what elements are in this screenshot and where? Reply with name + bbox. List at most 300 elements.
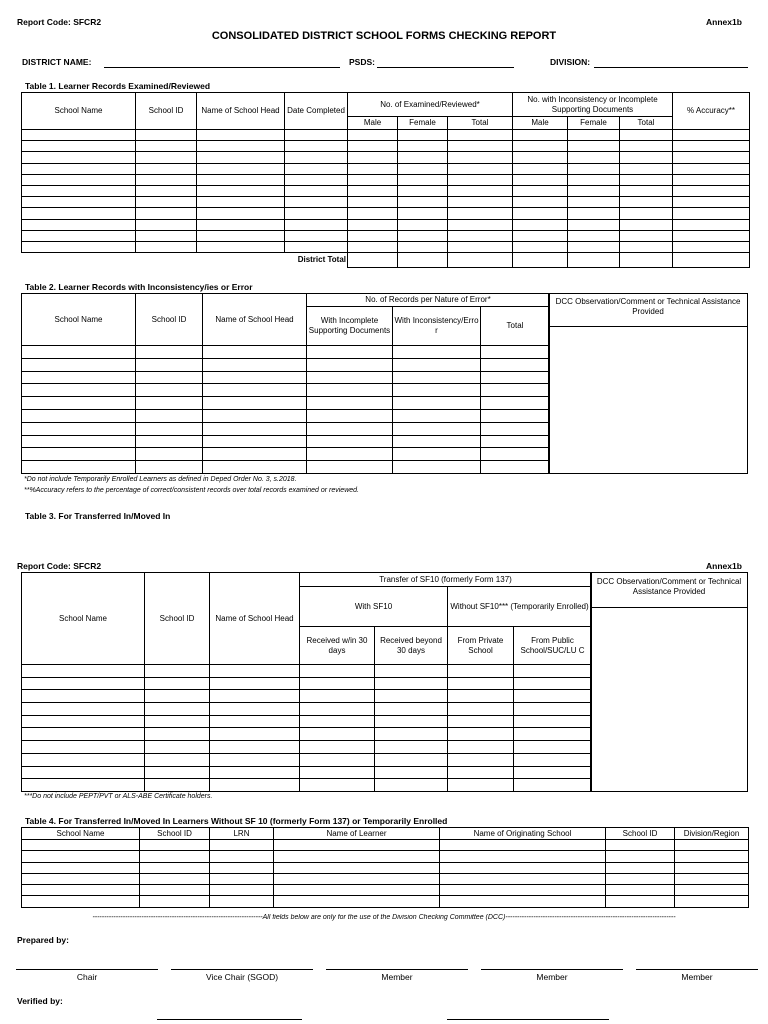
table-cell[interactable] (393, 409, 481, 422)
table-cell[interactable] (514, 741, 592, 754)
division-field[interactable] (594, 67, 748, 68)
table-cell[interactable] (22, 448, 136, 461)
table-cell[interactable] (348, 219, 398, 230)
table-cell[interactable] (210, 896, 274, 907)
table-cell[interactable] (448, 741, 514, 754)
table-cell[interactable] (440, 896, 606, 907)
table-cell[interactable] (348, 174, 398, 185)
table-cell[interactable] (440, 873, 606, 884)
table-cell[interactable] (307, 384, 393, 397)
table-cell[interactable] (568, 241, 620, 252)
table-cell[interactable] (285, 208, 348, 219)
table-cell[interactable] (448, 241, 513, 252)
table-cell[interactable] (210, 862, 274, 873)
table-cell[interactable] (375, 677, 448, 690)
table-cell[interactable] (513, 174, 568, 185)
table-cell[interactable] (620, 163, 673, 174)
table-cell[interactable] (375, 741, 448, 754)
table-cell[interactable] (22, 141, 136, 152)
table-cell[interactable] (393, 448, 481, 461)
table-cell[interactable] (673, 208, 750, 219)
table-cell[interactable] (481, 384, 550, 397)
table-cell[interactable] (375, 766, 448, 779)
table-cell[interactable] (393, 461, 481, 474)
dcc-observation-box[interactable] (590, 572, 748, 792)
table-cell[interactable] (22, 197, 136, 208)
table-cell[interactable] (375, 728, 448, 741)
table-cell[interactable] (203, 409, 307, 422)
table-cell[interactable] (145, 766, 210, 779)
table-cell[interactable] (22, 219, 136, 230)
table-cell[interactable] (673, 219, 750, 230)
table-cell[interactable] (140, 862, 210, 873)
table-cell[interactable] (285, 241, 348, 252)
table-cell[interactable] (22, 728, 145, 741)
table-cell[interactable] (448, 677, 514, 690)
table-cell[interactable] (285, 152, 348, 163)
table-cell[interactable] (568, 197, 620, 208)
table-cell[interactable] (440, 862, 606, 873)
table-cell[interactable] (673, 163, 750, 174)
table-cell[interactable] (448, 130, 513, 141)
table-cell[interactable] (393, 422, 481, 435)
table-cell[interactable] (307, 448, 393, 461)
table-cell[interactable] (514, 779, 592, 792)
table-cell[interactable] (285, 185, 348, 196)
table-cell[interactable] (675, 840, 749, 851)
table-cell[interactable] (348, 163, 398, 174)
table-cell[interactable] (136, 163, 197, 174)
table-cell[interactable] (398, 141, 448, 152)
table-cell[interactable] (210, 753, 300, 766)
table-cell[interactable] (348, 253, 398, 268)
table-cell[interactable] (568, 230, 620, 241)
table-cell[interactable] (22, 862, 140, 873)
table-cell[interactable] (136, 174, 197, 185)
table-cell[interactable] (448, 253, 513, 268)
table-cell[interactable] (203, 371, 307, 384)
table-cell[interactable] (300, 779, 375, 792)
table-cell[interactable] (22, 422, 136, 435)
table-cell[interactable] (285, 141, 348, 152)
table-cell[interactable] (274, 851, 440, 862)
table-cell[interactable] (285, 130, 348, 141)
table-cell[interactable] (568, 130, 620, 141)
table-cell[interactable] (22, 371, 136, 384)
table-cell[interactable] (375, 703, 448, 716)
table-cell[interactable] (210, 851, 274, 862)
table-cell[interactable] (514, 728, 592, 741)
table-cell[interactable] (22, 130, 136, 141)
table-cell[interactable] (145, 753, 210, 766)
table-cell[interactable] (606, 862, 675, 873)
table-cell[interactable] (513, 230, 568, 241)
table-cell[interactable] (300, 715, 375, 728)
table-cell[interactable] (398, 185, 448, 196)
table-cell[interactable] (568, 185, 620, 196)
table-cell[interactable] (514, 766, 592, 779)
table-cell[interactable] (22, 358, 136, 371)
table-cell[interactable] (210, 715, 300, 728)
table-cell[interactable] (513, 163, 568, 174)
table-cell[interactable] (398, 241, 448, 252)
table-cell[interactable] (514, 677, 592, 690)
table-cell[interactable] (210, 741, 300, 754)
table-cell[interactable] (348, 197, 398, 208)
table-cell[interactable] (675, 862, 749, 873)
table-cell[interactable] (210, 766, 300, 779)
table-cell[interactable] (348, 208, 398, 219)
table-cell[interactable] (136, 384, 203, 397)
psds-field[interactable] (377, 67, 514, 68)
table-cell[interactable] (197, 230, 285, 241)
table-cell[interactable] (197, 219, 285, 230)
table-cell[interactable] (448, 230, 513, 241)
table-cell[interactable] (513, 219, 568, 230)
table-cell[interactable] (375, 665, 448, 678)
table-cell[interactable] (22, 435, 136, 448)
table-cell[interactable] (210, 873, 274, 884)
table-cell[interactable] (673, 141, 750, 152)
table-cell[interactable] (448, 174, 513, 185)
table-cell[interactable] (197, 185, 285, 196)
table-cell[interactable] (481, 397, 550, 410)
table-cell[interactable] (145, 665, 210, 678)
table-cell[interactable] (140, 851, 210, 862)
table-cell[interactable] (22, 741, 145, 754)
table-cell[interactable] (514, 690, 592, 703)
table-cell[interactable] (22, 665, 145, 678)
table-cell[interactable] (448, 728, 514, 741)
table-cell[interactable] (481, 448, 550, 461)
table-cell[interactable] (197, 152, 285, 163)
table-cell[interactable] (481, 346, 550, 359)
table-cell[interactable] (307, 397, 393, 410)
table-cell[interactable] (393, 397, 481, 410)
table-cell[interactable] (22, 241, 136, 252)
table-cell[interactable] (348, 152, 398, 163)
table-cell[interactable] (307, 346, 393, 359)
table-cell[interactable] (568, 152, 620, 163)
table-cell[interactable] (675, 873, 749, 884)
table-cell[interactable] (514, 715, 592, 728)
table-cell[interactable] (274, 885, 440, 896)
table-cell[interactable] (22, 230, 136, 241)
table-cell[interactable] (203, 384, 307, 397)
table-cell[interactable] (513, 253, 568, 268)
table-cell[interactable] (398, 152, 448, 163)
member-signature-line[interactable] (481, 969, 623, 970)
table-cell[interactable] (448, 141, 513, 152)
verifier-signature-line[interactable] (157, 1019, 302, 1020)
table-cell[interactable] (513, 241, 568, 252)
table-cell[interactable] (481, 422, 550, 435)
member-signature-line[interactable] (636, 969, 758, 970)
table-cell[interactable] (375, 779, 448, 792)
table-cell[interactable] (22, 779, 145, 792)
table-cell[interactable] (145, 715, 210, 728)
table-cell[interactable] (568, 174, 620, 185)
table-cell[interactable] (145, 779, 210, 792)
table-cell[interactable] (22, 208, 136, 219)
chair-signature-line[interactable] (16, 969, 158, 970)
table-cell[interactable] (22, 690, 145, 703)
table-cell[interactable] (285, 219, 348, 230)
table-cell[interactable] (300, 677, 375, 690)
table-cell[interactable] (140, 896, 210, 907)
table-cell[interactable] (568, 253, 620, 268)
table-cell[interactable] (136, 219, 197, 230)
table-cell[interactable] (22, 152, 136, 163)
table-cell[interactable] (307, 461, 393, 474)
table-cell[interactable] (210, 840, 274, 851)
table-cell[interactable] (448, 163, 513, 174)
table-cell[interactable] (568, 163, 620, 174)
table-cell[interactable] (448, 152, 513, 163)
table-cell[interactable] (513, 152, 568, 163)
table-cell[interactable] (398, 163, 448, 174)
table-cell[interactable] (136, 358, 203, 371)
table-cell[interactable] (22, 840, 140, 851)
table-cell[interactable] (197, 174, 285, 185)
table-cell[interactable] (22, 397, 136, 410)
table-cell[interactable] (448, 715, 514, 728)
table-cell[interactable] (398, 253, 448, 268)
table-cell[interactable] (675, 851, 749, 862)
table-cell[interactable] (393, 346, 481, 359)
table-cell[interactable] (606, 896, 675, 907)
table-cell[interactable] (300, 703, 375, 716)
table-cell[interactable] (568, 208, 620, 219)
table-cell[interactable] (448, 779, 514, 792)
table-cell[interactable] (673, 130, 750, 141)
table-cell[interactable] (274, 873, 440, 884)
table-cell[interactable] (673, 185, 750, 196)
table-cell[interactable] (620, 197, 673, 208)
table-cell[interactable] (203, 346, 307, 359)
table-cell[interactable] (348, 241, 398, 252)
table-cell[interactable] (197, 208, 285, 219)
vice-chair-signature-line[interactable] (171, 969, 313, 970)
table-cell[interactable] (673, 174, 750, 185)
table-cell[interactable] (136, 130, 197, 141)
table-cell[interactable] (136, 346, 203, 359)
table-cell[interactable] (136, 435, 203, 448)
table-cell[interactable] (481, 371, 550, 384)
table-cell[interactable] (197, 163, 285, 174)
table-cell[interactable] (307, 358, 393, 371)
table-cell[interactable] (513, 208, 568, 219)
table-cell[interactable] (300, 728, 375, 741)
table-cell[interactable] (448, 703, 514, 716)
table-cell[interactable] (285, 174, 348, 185)
table-cell[interactable] (210, 665, 300, 678)
table-cell[interactable] (210, 677, 300, 690)
table-cell[interactable] (22, 766, 145, 779)
table-cell[interactable] (285, 163, 348, 174)
table-cell[interactable] (210, 728, 300, 741)
table-cell[interactable] (481, 435, 550, 448)
table-cell[interactable] (22, 885, 140, 896)
table-cell[interactable] (136, 448, 203, 461)
table-cell[interactable] (440, 885, 606, 896)
table-cell[interactable] (348, 230, 398, 241)
table-cell[interactable] (145, 728, 210, 741)
table-cell[interactable] (285, 197, 348, 208)
table-cell[interactable] (140, 885, 210, 896)
table-cell[interactable] (140, 840, 210, 851)
table-cell[interactable] (513, 130, 568, 141)
table-cell[interactable] (513, 197, 568, 208)
table-cell[interactable] (22, 409, 136, 422)
table-cell[interactable] (448, 665, 514, 678)
table-cell[interactable] (675, 885, 749, 896)
table-cell[interactable] (440, 840, 606, 851)
table-cell[interactable] (398, 219, 448, 230)
table-cell[interactable] (375, 690, 448, 703)
table-cell[interactable] (22, 851, 140, 862)
table-cell[interactable] (393, 371, 481, 384)
table-cell[interactable] (22, 715, 145, 728)
table-cell[interactable] (274, 862, 440, 873)
table-cell[interactable] (210, 703, 300, 716)
table-cell[interactable] (348, 185, 398, 196)
table-cell[interactable] (136, 230, 197, 241)
table-cell[interactable] (448, 197, 513, 208)
table-cell[interactable] (675, 896, 749, 907)
table-cell[interactable] (203, 448, 307, 461)
table-cell[interactable] (197, 130, 285, 141)
table-cell[interactable] (300, 690, 375, 703)
table-cell[interactable] (393, 384, 481, 397)
table-cell[interactable] (300, 753, 375, 766)
table-cell[interactable] (620, 230, 673, 241)
table-cell[interactable] (440, 851, 606, 862)
table-cell[interactable] (620, 185, 673, 196)
table-cell[interactable] (300, 665, 375, 678)
table-cell[interactable] (393, 435, 481, 448)
table-cell[interactable] (568, 141, 620, 152)
table-cell[interactable] (210, 779, 300, 792)
table-cell[interactable] (22, 461, 136, 474)
table-cell[interactable] (22, 753, 145, 766)
table-cell[interactable] (673, 241, 750, 252)
table-cell[interactable] (673, 253, 750, 268)
table-cell[interactable] (197, 141, 285, 152)
table-cell[interactable] (197, 197, 285, 208)
table-cell[interactable] (22, 896, 140, 907)
table-cell[interactable] (274, 840, 440, 851)
table-cell[interactable] (136, 141, 197, 152)
table-cell[interactable] (136, 461, 203, 474)
table-cell[interactable] (673, 152, 750, 163)
table-cell[interactable] (274, 896, 440, 907)
table-cell[interactable] (513, 141, 568, 152)
table-cell[interactable] (620, 241, 673, 252)
verifier-signature-line[interactable] (447, 1019, 609, 1020)
table-cell[interactable] (448, 690, 514, 703)
table-cell[interactable] (398, 208, 448, 219)
table-cell[interactable] (448, 208, 513, 219)
table-cell[interactable] (22, 346, 136, 359)
table-cell[interactable] (513, 185, 568, 196)
table-cell[interactable] (145, 690, 210, 703)
table-cell[interactable] (568, 219, 620, 230)
dcc-observation-box[interactable] (548, 293, 748, 474)
table-cell[interactable] (448, 185, 513, 196)
table-cell[interactable] (203, 435, 307, 448)
table-cell[interactable] (620, 130, 673, 141)
table-cell[interactable] (307, 371, 393, 384)
table-cell[interactable] (22, 873, 140, 884)
table-cell[interactable] (285, 230, 348, 241)
table-cell[interactable] (136, 371, 203, 384)
table-cell[interactable] (673, 197, 750, 208)
table-cell[interactable] (620, 174, 673, 185)
table-cell[interactable] (673, 230, 750, 241)
table-cell[interactable] (606, 840, 675, 851)
table-cell[interactable] (203, 461, 307, 474)
table-cell[interactable] (203, 397, 307, 410)
table-cell[interactable] (22, 384, 136, 397)
table-cell[interactable] (140, 873, 210, 884)
table-cell[interactable] (398, 230, 448, 241)
table-cell[interactable] (136, 241, 197, 252)
table-cell[interactable] (210, 885, 274, 896)
table-cell[interactable] (307, 435, 393, 448)
table-cell[interactable] (136, 422, 203, 435)
table-cell[interactable] (348, 141, 398, 152)
table-cell[interactable] (448, 219, 513, 230)
table-cell[interactable] (606, 851, 675, 862)
table-cell[interactable] (145, 741, 210, 754)
table-cell[interactable] (620, 141, 673, 152)
table-cell[interactable] (300, 766, 375, 779)
district-name-field[interactable] (104, 67, 340, 68)
table-cell[interactable] (606, 873, 675, 884)
table-cell[interactable] (203, 358, 307, 371)
table-cell[interactable] (481, 409, 550, 422)
table-cell[interactable] (481, 358, 550, 371)
table-cell[interactable] (606, 885, 675, 896)
table-cell[interactable] (145, 677, 210, 690)
table-cell[interactable] (375, 715, 448, 728)
table-cell[interactable] (136, 208, 197, 219)
table-cell[interactable] (22, 185, 136, 196)
table-cell[interactable] (620, 253, 673, 268)
table-cell[interactable] (448, 753, 514, 766)
table-cell[interactable] (307, 422, 393, 435)
table-cell[interactable] (307, 409, 393, 422)
table-cell[interactable] (300, 741, 375, 754)
table-cell[interactable] (145, 703, 210, 716)
table-cell[interactable] (620, 152, 673, 163)
table-cell[interactable] (22, 163, 136, 174)
table-cell[interactable] (620, 208, 673, 219)
table-cell[interactable] (393, 358, 481, 371)
table-cell[interactable] (348, 130, 398, 141)
table-cell[interactable] (136, 197, 197, 208)
table-cell[interactable] (203, 422, 307, 435)
table-cell[interactable] (22, 703, 145, 716)
table-cell[interactable] (514, 753, 592, 766)
table-cell[interactable] (620, 219, 673, 230)
table-cell[interactable] (22, 677, 145, 690)
table-cell[interactable] (514, 665, 592, 678)
table-cell[interactable] (136, 397, 203, 410)
table-cell[interactable] (210, 690, 300, 703)
table-cell[interactable] (481, 461, 550, 474)
